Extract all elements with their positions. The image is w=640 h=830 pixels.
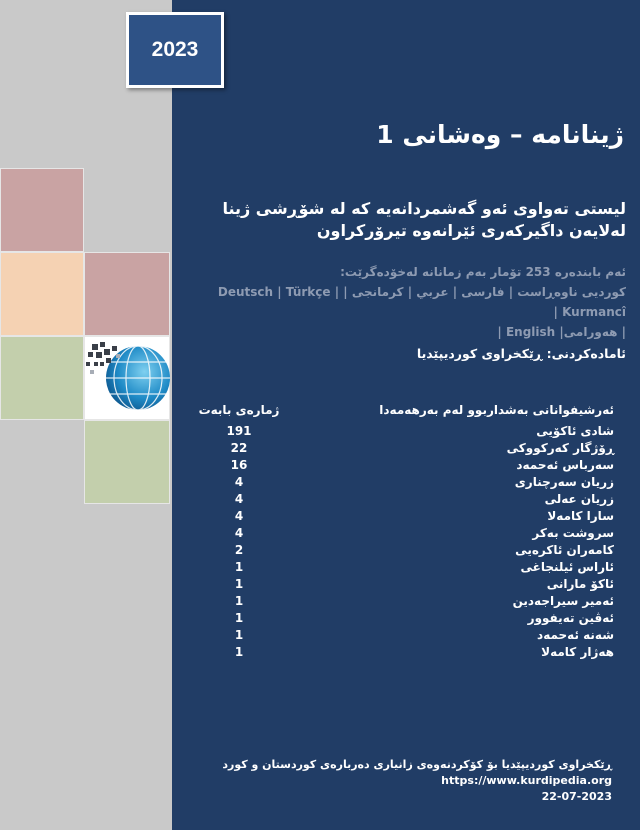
- row-count: 4: [234, 475, 244, 489]
- table-row: [184, 593, 614, 610]
- prepared-by: ئامادەکردنی: ڕێکخراوی کوردیپێدیا: [416, 346, 626, 361]
- header-name: ئەرشیفوانانی بەشداربوو لەم بەرهەمەدا: [379, 403, 614, 417]
- row-name: زریان عەلی: [544, 492, 614, 506]
- table-row: [184, 508, 614, 525]
- year-badge: [126, 12, 224, 88]
- row-count: 4: [234, 526, 244, 540]
- table-row: [184, 559, 614, 576]
- footer-url[interactable]: https://www.kurdipedia.org: [441, 774, 612, 787]
- row-name: سارا کامەلا: [547, 509, 614, 523]
- languages-line-1: کوردیی ناوەڕاست | فارسی | عربي | کرمانجی | Deutsch | Türkçe | Kurmancî |: [217, 285, 626, 319]
- footer: [172, 757, 612, 805]
- deco-square-peach: [0, 252, 84, 336]
- row-name: هەژار کامەلا: [541, 645, 614, 659]
- languages-line-2: | English |هەورامی |: [497, 325, 626, 339]
- row-name: کامەران ئاکرەیی: [515, 543, 614, 557]
- row-count: 1: [234, 611, 244, 625]
- table-row: [184, 457, 614, 474]
- table-row: [184, 644, 614, 661]
- row-count: 4: [234, 492, 244, 506]
- deco-square-rose-1: [0, 168, 84, 252]
- row-count: 1: [234, 594, 244, 608]
- deco-square-rose-2: [84, 252, 170, 336]
- row-count: 2: [234, 543, 244, 557]
- deco-square-sage-2: [84, 420, 170, 504]
- table-row: [184, 576, 614, 593]
- row-name: سەرباس ئەحمەد: [516, 458, 614, 472]
- row-name: شادی ئاکۆیی: [536, 424, 614, 438]
- table-row: [184, 525, 614, 542]
- table-row: [184, 491, 614, 508]
- row-name: سروشت بەکر: [532, 526, 614, 540]
- row-count: 1: [234, 645, 244, 659]
- row-name: ئەڤین تەیفوور: [527, 611, 614, 625]
- table-row: [184, 474, 614, 491]
- table-row: [184, 423, 614, 440]
- row-count: 16: [230, 458, 248, 472]
- row-count: 1: [234, 560, 244, 574]
- header-count: ژمارەی بابەت: [198, 403, 280, 417]
- row-name: ئەمیر سیراجەدین: [512, 594, 614, 608]
- row-name: زریان سەرچناری: [514, 475, 614, 489]
- deco-square-sage-1: [0, 336, 84, 420]
- table-row: [184, 542, 614, 559]
- year-text: 2023: [151, 38, 199, 61]
- row-name: شەنە ئەحمەد: [537, 628, 614, 642]
- cover-subtitle: لیستی تەواوی ئەو گەشمردانەیە کە لە شۆڕشی ژینا لەلایەن داگیرکەری ئێرانەوە تیرۆرکراون: [222, 199, 626, 240]
- language-info: [176, 262, 626, 342]
- row-count: 1: [234, 628, 244, 642]
- row-count: 4: [234, 509, 244, 523]
- footer-date: 22-07-2023: [541, 790, 612, 803]
- record-count-line: ئەم بابندەرە 253 تۆمار بەم زمانانە لەخۆدەگرێت:: [340, 265, 626, 279]
- cover-title: ژینانامە – وەشانی 1: [376, 120, 624, 149]
- globe-logo-icon: [86, 338, 170, 418]
- footer-org: ڕێکخراوی کوردیپێدیا بۆ کۆکردنەوەی زانیاری دەربارەی کوردستان و کورد: [222, 758, 612, 771]
- table-row: [184, 440, 614, 457]
- archivists-table: [184, 402, 614, 661]
- table-row: [184, 627, 614, 644]
- row-name: ئاراس ئیلنجاغی: [520, 560, 614, 574]
- row-name: ڕۆژگار کەرکووکی: [506, 441, 614, 455]
- row-count: 1: [234, 577, 244, 591]
- row-count: 191: [226, 424, 252, 438]
- table-header: [184, 402, 614, 419]
- table-row: [184, 610, 614, 627]
- row-count: 22: [230, 441, 248, 455]
- row-name: ئاکۆ مارانی: [546, 577, 614, 591]
